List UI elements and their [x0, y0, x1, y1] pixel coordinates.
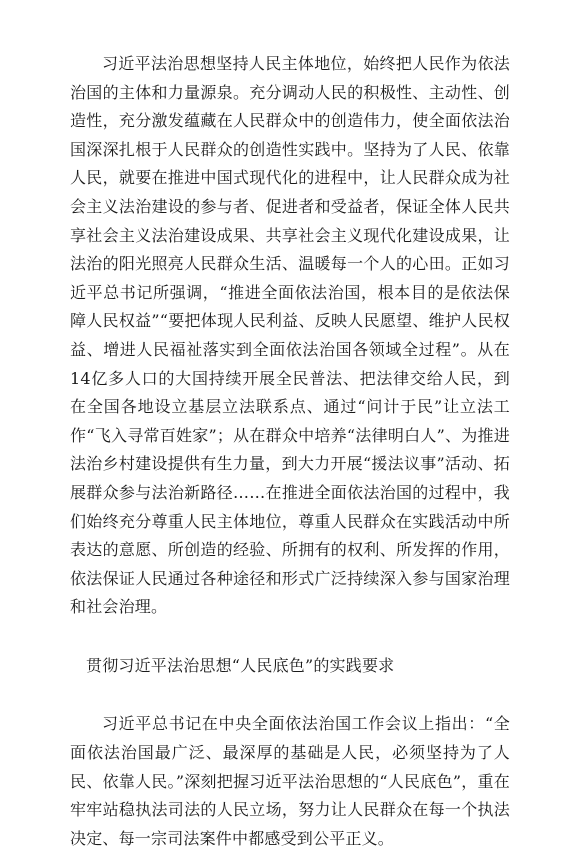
section-heading: 贯彻习近平法治思想“人民底色”的实践要求: [86, 655, 395, 675]
body-paragraph-2: 习近平总书记在中央全面依法治国工作会议上指出：“全面依法治国最广泛、最深厚的基础是人民，必须坚持为了人民、依靠人民。”深刻把握习近平法治思想的“人民底色”，重在牢牢站稳执法司法的人民立场，努力让人民群众在每一个执法决定、每一宗司法案件中都感受到公平正义。: [70, 714, 510, 848]
body-paragraph-1: 习近平法治思想坚持人民主体地位，始终把人民作为依法治国的主体和力量源泉。充分调动人民的积极性、主动性、创造性，充分激发蕴藏在人民群众中的创造伟力，使全面依法治国深深扎根于人民群众的创造性实践中。坚持为了人民、依靠人民，就要在推进中国式现代化的进程中，让人民群众成为社会主义法治建设的参与者、促进者和受益者，保证全体人民共享社会主义法治建设成果、共享社会主义现代化建设成果，让法治的阳光照亮人民群众生活、温暖每一个人的心田。正如习近平总书记所强调，“推进全面依法治国，根本目的是依法保障人民权益”“要把体现人民利益、反映人民愿望、维护人民权益、增进人民福祉落实到全面依法治国各领域全过程”。从在14亿多人口的大国持续开展全民普法、把法律交给人民，到在全国各地设立基层立法联系点、通过“问计于民”让立法工作“飞入寻常百姓家”；从在群众中培养“法律明白人”、为推进法治乡村建设提供有生力量，到大力开展“援法议事”活动、拓展群众参与法治新路径……在推进全面依法治国的过程中，我们始终充分尊重人民主体地位，尊重人民群众在实践活动中所表达的意愿、所创造的经验、所拥有的权利、所发挥的作用，依法保证人民通过各种途径和形式广泛持续深入参与国家治理和社会治理。: [70, 54, 510, 617]
